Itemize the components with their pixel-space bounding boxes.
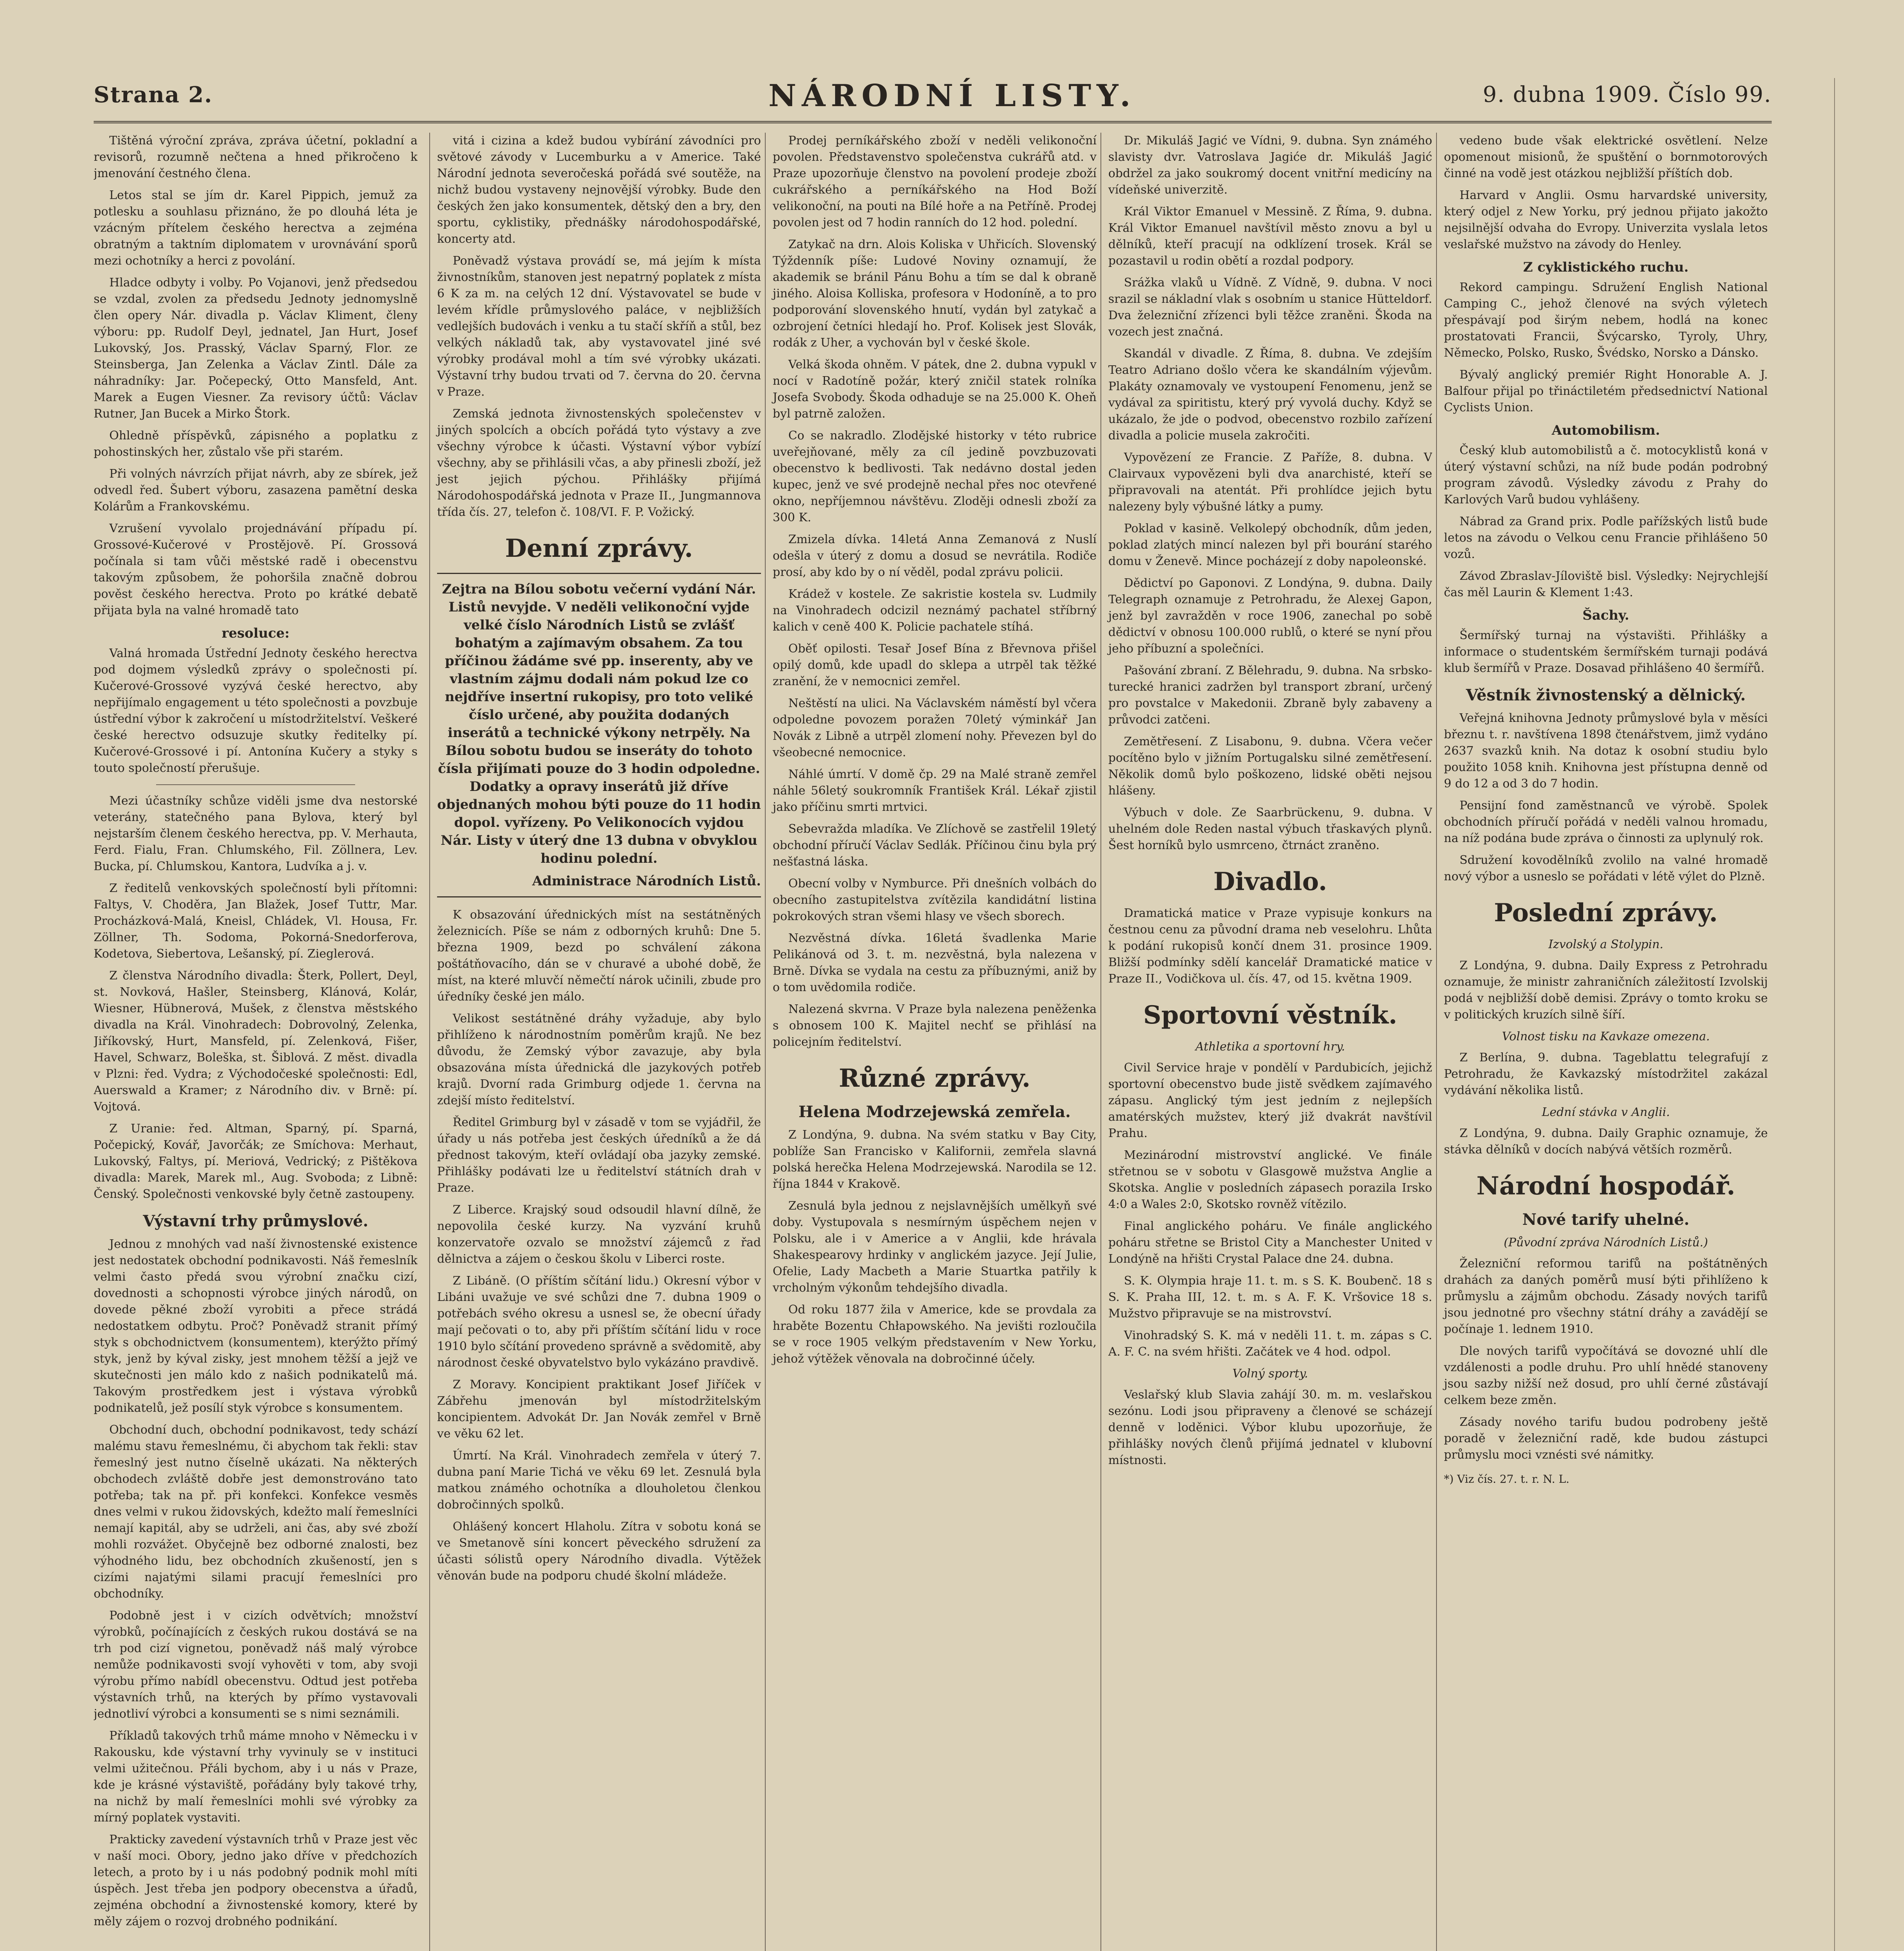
subsection-heading: Lední stávka v Anglii. <box>1541 1105 1670 1119</box>
column-1 <box>94 133 418 1951</box>
paragraph: vitá i cizina a kdež budou vybírání závodníci pro světové závody v Lucemburku a v Americe. Také Národní jednota severočeská pořádá své soutěže, na nichž budou vystaveny nejnovější výrobky. Bude den českých žen jako konsumentek, dětský den a bry, den sportu, cyklistiky, přednášky národohospodářské, koncerty atd. <box>437 134 761 246</box>
paragraph: Z Moravy. Koncipient praktikant Josef Jiříček v Zábřehu jmenován byl místodržitelským koncipientem. Advokát Dr. Jan Novák zemřel v Brně ve věku 62 let. <box>437 1378 761 1441</box>
page-header <box>94 78 1772 123</box>
paragraph: Vypovězení ze Francie. Z Paříže, 8. dubna. V Clairvaux vypovězeni byli dva anarchisté, kteří se připravovali na atentát. Při prohlídce jejich bytu nalezeny byly výbušné látky a pumy. <box>1108 451 1432 514</box>
paragraph: Valná hromada Ústřední Jednoty českého herectva pod dojmem výsledků zprávy o společnosti pí. Kučerové-Grossové vyzývá české herectvo, aby nepřijímalo engagement u této společnosti a povzbuje ústřední výbor k zakročení u místodržitelství. Veškeré české herectvo odsuzuje skutky ředitelky pí. Kučerové-Grossové i pí. Antonína Kučery a styky s touto společností přerušuje. <box>94 647 418 775</box>
subsection-heading: Athletika a sportovní hry. <box>1195 1040 1345 1054</box>
paragraph: Jednou z mnohých vad naší živnostenské existence jest nedostatek obchodní podnikavosti. Náš řemeslník velmi často předá svou výrobní značku cizí, dovednosti a schopnosti výrobce jiných národů, on dovede pěkné zboží vyrobiti a přece strádá nedostatkem odbytu. Proč? Poněvadž stranit přímý styk s obchodnictvem (konsumentem), kterýžto přímý styk, jenž by kýval zisky, jest mnohem těžší a jejž ve skutečnosti jen málo kdo z našich podnikatelů má. Takovým prostředkem jest i výstava výrobků podnikatelů, jež posílí styk výrobce s konsumentem. <box>94 1237 418 1415</box>
subsection-heading: Volný sporty. <box>1232 1367 1308 1381</box>
column-5 <box>1436 133 1768 1951</box>
paragraph: Zesnulá byla jednou z nejslavnějších umělkyň své doby. Vystupovala s nesmírným úspěchem nejen v Polsku, ale i v Americe a v Anglii, kde hrávala Shakespearovy hrdinky v anglickém jazyce. Její Julie, Ofelie, Lady Macbeth a Marie Stuartka patřily k vrcholným výkonům tehdejšího divadla. <box>773 1199 1097 1295</box>
issue-date: 9. dubna 1909. Číslo 99. <box>1483 82 1772 107</box>
paragraph: Zemská jednota živnostenských společenstev v jiných spolcích a obcích pořádá tyto výstavy a zve všechny výrobce k účasti. Výstavní výbor vybízí všechny, aby se přihlásili včas, a aby přinesli zboží, jež jest jejich pýchou. Přihlášky přijímá Národohospodářská jednota v Praze II., Jungmannova třída čís. 27, telefon č. 108/VI. F. P. Vožický. <box>437 407 761 519</box>
paragraph: Prakticky zavedení výstavních trhů v Praze jest věc v naší moci. Obory, jedno jako dříve v předchozích letech, a proto by i u nás podobný podnik mohl míti úspěch. Jest třeba jen podpory obecenstva a úřadů, zejména obchodní a živnostenské komory, které by měly zájem o rozvoj drobného podnikání. <box>94 1833 418 1928</box>
paragraph: Zásady nového tarifu budou podrobeny ještě poradě v železniční radě, kde budou zástupci průmyslu moci vznésti své námitky. <box>1444 1415 1768 1462</box>
page-number: Strana 2. <box>94 82 213 108</box>
subsection-heading: Izvolský a Stolypin. <box>1548 938 1664 951</box>
section-heading: Sportovní věstník. <box>1143 1000 1397 1030</box>
subsection-heading: (Původní zpráva Národních Listů.) <box>1504 1236 1708 1249</box>
paragraph: S. K. Olympia hraje 11. t. m. s S. K. Boubenč. 18 s S. K. Praha III, 12. t. m. s A. F. K. Vršovice 18 s. Mužstvo připravuje se na mistrovství. <box>1108 1274 1432 1320</box>
paragraph: Náhlé úmrtí. V domě čp. 29 na Malé straně zemřel náhle 56letý soukromník František Král. Lékař zjistil jako příčinu smrti mrtvici. <box>773 768 1097 814</box>
paragraph: Šermířský turnaj na výstavišti. Přihlášky a informace o studentském šermířském turnaji podává klub šermířů v Praze. Dosavad přihlášeno 40 šermířů. <box>1444 629 1768 675</box>
paragraph: Rekord campingu. Sdružení English National Camping C., jehož členové na svých výletech přespávají pod širým nebem, hodlá na konec prostatovati Francii, Švýcarsko, Tyroly, Uhry, Německo, Polsko, Rusko, Švédsko, Norsko a Dánsko. <box>1444 281 1768 360</box>
article-columns <box>94 133 1772 1951</box>
paragraph: Civil Service hraje v pondělí v Pardubicích, jejichž sportovní obecenstvo bude jistě svědkem zajímavého zápasu. Anglický tým jest jedním z nejlepších amatérských mužstev, který již dvakrát navštívil Prahu. <box>1108 1061 1432 1140</box>
section-heading: Věstník živnostenský a dělnický. <box>1466 686 1746 704</box>
paragraph: Od roku 1877 žila v Americe, kde se provdala za hraběte Bozentu Chłapowského. Na jevišti rozloučila se v roce 1905 velkým představením v New Yorku, jehož výtěžek věnovala na dobročinné účely. <box>773 1303 1097 1366</box>
paragraph: Úmrtí. Na Král. Vinohradech zemřela v úterý 7. dubna paní Marie Tichá ve věku 69 let. Zesnulá byla matkou známého ochotníka a dlouholetou členkou dobročinných spolků. <box>437 1449 761 1512</box>
resolution-heading: resoluce: <box>222 625 290 641</box>
paragraph: Veřejná knihovna Jednoty průmyslové byla v měsíci březnu t. r. navštívena 1898 čtenářstvem, jimž vydáno 2637 svazků knih. Na dotaz k osobní studiu bylo použito 1058 knih. Knihovna jest přístupna denně od 9 do 12 a od 3 do 7 hodin. <box>1444 711 1768 791</box>
paragraph: Hladce odbyty i volby. Po Vojanovi, jenž předsedou se vzdal, zvolen za předsedu Jednoty jednomyslně člen opery Nár. divadla p. Václav Kliment, členy výboru: pp. Rudolf Deyl, jednatel, Jan Hurt, Josef Lukovský, Jos. Prasský, Václav Sparný, Flor. ze Steinsberga, Jan Zelenka a Václav Zintl. Dále za náhradníky: Jar. Počepecký, Otto Mansfeld, Ant. Marek a Eugen Viesner. Za revisory účtů: Václav Rutner, Jan Bucek a Mirko Štork. <box>94 276 418 421</box>
paragraph: Neštěstí na ulici. Na Václavském náměstí byl včera odpoledne povozem poražen 70letý výminkář Jan Novák z Libně a utrpěl zlomení nohy. Převezen byl do všeobecné nemocnice. <box>773 697 1097 759</box>
subsection-heading: Šachy. <box>1582 608 1629 623</box>
paragraph: Tištěná výroční zpráva, zpráva účetní, pokladní a revisorů, rozumně nečtena a hned přikročeno k jmenování čestného člena. <box>94 134 418 180</box>
paragraph: Bývalý anglický premiér Right Honorable A. J. Balfour přijal po třináctiletém předsednictví National Cyclists Union. <box>1444 368 1768 414</box>
paragraph: Z Liberce. Krajský soud odsoudil hlavní dílně, že nepovolila české kurzy. Na vyzvání kruhů konzervatoře ozvalo se množství zájemců z řad dělnictva a zájem o českou školu v Liberci roste. <box>437 1203 761 1266</box>
paragraph: Obchodní duch, obchodní podnikavost, tedy schází malému stavu řemeslnému, či abychom tak řekli: stav řemeslný jest nutno číselně ukázati. Na některých obchodech zvláště dobře jest demonstrováno tato potřeba; tak na př. při konfekci. Konfekce vesměs dnes velmi v rukou židovských, kdežto malí řemeslníci nemají kapitál, aby se udrželi, ani čas, aby své zboží mohli rozvážet. Obyčejně bez odborné znalosti, bez výhodného lidu, bez obchodních zkušeností, jen s cizími najatými silami pracují řemeslníci pro obchodníky. <box>94 1423 418 1601</box>
paragraph: Srážka vlaků u Vídně. Z Vídně, 9. dubna. V noci srazil se nákladní vlak s osobním u stanice Hütteldorf. Dva železniční zřízenci byli těžce zraněni. Škoda na vozech jest značná. <box>1108 276 1432 339</box>
divider <box>156 784 355 785</box>
paragraph: Harvard v Anglii. Osmu harvardské university, který odjel z New Yorku, prý jednou přijato jakožto nejsilnější odvaha do Evropy. Univerzita vyslala letos veslařské mužstvo na závody do Henley. <box>1444 188 1768 251</box>
section-heading: Různé zprávy. <box>839 1064 1031 1093</box>
section-heading: Výstavní trhy průmyslové. <box>143 1212 368 1230</box>
paragraph: Závod Zbraslav-Jíloviště bisl. Výsledky: Nejrychlejší čas měl Laurin & Klement 1:43. <box>1444 569 1768 599</box>
paragraph: Z Londýna, 9. dubna. Daily Express z Petrohradu oznamuje, že ministr zahraničních záležitostí Izvolskij podá v nejbližší době demisi. Zprávy o tomto kroku se v politických kruzích silně šíří. <box>1444 959 1768 1022</box>
paragraph: Ředitel Grimburg byl v zásadě v tom se vyjádřil, že úřady u nás potřeba jest českých úředníků a že dá přednost takovým, kteří ovládají oba jazyky zemské. Přihlášky podávati lze u ředitelství státních drah v Praze. <box>437 1116 761 1195</box>
paragraph: Sebevražda mladíka. Ve Zlíchově se zastřelil 19letý obchodní příručí Václav Sedlák. Příčinou činu byla prý nešťastná láska. <box>773 822 1097 869</box>
paragraph: Letos stal se jím dr. Karel Pippich, jemuž za potlesku a souhlasu přiznáno, že po dlouhá léta je vzácným přítelem českého herectva a zejména obratným a taktním diplomatem v urovnávání sporů mezi ochotníky a herci z povolání. <box>94 188 418 268</box>
paragraph: K obsazování úřednických míst na sestátněných železnicích. Píše se nám z odborných kruhů: Dne 5. března 1909, bezd po schválení zákona poštátňovacího, dán se v churavé a ubohé době, že míst, na které mluvčí němečtí nárok učinili, zbude pro úředníky české jen málo. <box>437 908 761 1004</box>
footnote: *) Viz čís. 27. t. r. N. L. <box>1444 1473 1570 1485</box>
section-heading: Poslední zprávy. <box>1494 898 1718 928</box>
paragraph: Poklad v kasině. Velkolepý obchodník, dům jeden, poklad zlatých mincí nalezen byl při bourání starého domu v Ženevě. Mince pocházejí z doby napoleonské. <box>1108 522 1432 568</box>
paragraph: Z Londýna, 9. dubna. Daily Graphic oznamuje, že stávka dělníků v docích nabývá větších rozměrů. <box>1444 1127 1768 1157</box>
paragraph: Oběť opilosti. Tesař Josef Bína z Břevnova přišel opilý domů, kde upadl do sklepa a utrpěl tak těžké zranění, že v nemocnici zemřel. <box>773 642 1097 688</box>
paragraph: Skandál v divadle. Z Říma, 8. dubna. Ve zdejším Teatro Adriano došlo včera ke skandálním výjevům. Plakáty oznamovaly ve vystoupení Fenomenu, jenž se vydával za spiritistu, který prý vyvolá duchy. Když se ukázalo, že jde o podvod, obecenstvo rozbilo zařízení divadla a policie musela zakročiti. <box>1108 347 1432 442</box>
notice-box <box>437 573 761 897</box>
paragraph: Obecní volby v Nymburce. Při dnešních volbách do obecního zastupitelstva zvítězila kandidátní listina pokrokových stran všemi hlasy ve všech sborech. <box>773 877 1097 923</box>
masthead-title: NÁRODNÍ LISTY. <box>768 78 1136 114</box>
column-4 <box>1100 133 1432 1951</box>
paragraph: Ohledně příspěvků, zápisného a poplatku z pohostinských her, zůstalo vše při starém. <box>94 429 418 459</box>
paragraph: Dědictví po Gaponovi. Z Londýna, 9. dubna. Daily Telegraph oznamuje z Petrohradu, že Alexej Gapon, jenž byl zavražděn v roce 1906, zanechal po sobě dědictví v obnosu 100.000 rublů, o které se nyní přou jeho příbuzní a společníci. <box>1108 576 1432 656</box>
paragraph: Z Londýna, 9. dubna. Na svém statku v Bay City, poblíže San Francisko v Kalifornii, zemřela slavná polská herečka Helena Modrzejewská. Narodila se 12. října 1844 v Krakově. <box>773 1128 1097 1191</box>
paragraph: Poněvadž výstava provádí se, má jejím k místa živnostníkům, stanoven jest nepatrný poplatek z místa 6 K za m. na celých 12 dní. Výstavovatel se bude v levém křídle průmyslového paláce, v nejbližších vedlejších budovách i venku a tu stačí skříň a stůl, bez velkých nákladů tak, aby vystavovatel jiné své výrobky prodával mohl a tím své výrobky ukázati. Výstavní trhy budou trvati od 7. června do 20. června v Praze. <box>437 254 761 399</box>
paragraph: Nábrad za Grand prix. Podle pařížských listů bude letos na závodu o Velkou cenu Francie přihlášeno 50 vozů. <box>1444 515 1768 561</box>
paragraph: Dle nových tarifů vypočítává se dovozné uhlí dle vzdálenosti a podle druhu. Pro uhlí hnědé stanoveny jsou sazby nižší než dosud, pro uhlí černé zůstávají celkem beze změn. <box>1444 1344 1768 1407</box>
section-heading: Divadlo. <box>1213 867 1327 896</box>
paragraph: Nezvěstná dívka. 16letá švadlenka Marie Pelikánová od 3. t. m. nezvěstná, byla nalezena v Brně. Dívka se vydala na cestu za příbuznými, aniž by o tom uvědomila rodiče. <box>773 931 1097 994</box>
article-heading: Helena Modrzejewská zemřela. <box>798 1103 1071 1121</box>
paragraph: Při volných návrzích přijat návrh, aby ze sbírek, jež odvedl řed. Šubert výboru, zasazena pamětní deska Kolárům a Frankovskému. <box>94 467 418 514</box>
paragraph: Z ředitelů venkovských společností byli přítomni: Faltys, V. Choděra, Jan Blažek, Josef Tuttr, Mar. Procházková-Malá, Kneisl, Chládek, Vl. Housa, Fr. Zöllner, Th. Sodoma, Pokorná-Snedorferova, Kodetova, Siebertova, Lešanský, pí. Zieglerová. <box>94 881 418 961</box>
paragraph: Z Uranie: řed. Altman, Sparný, pí. Sparná, Počepický, Kovář, Javorčák; ze Smíchova: Merhaut, Lukovský, Faltys, pí. Meriová, Vedrický; z Pištěkova divadla: Marek, Marek ml., Aug. Svoboda; z Libně: Čenský. Společnosti venkovské byly četně zastoupeny. <box>94 1122 418 1201</box>
paragraph: Velká škoda ohněm. V pátek, dne 2. dubna vypukl v nocí v Radotíně požár, který zničil statek rolníka Josefa Svobody. Škoda odhaduje se na 25.000 K. Oheň byl patrně založen. <box>773 358 1097 421</box>
paragraph: Výbuch v dole. Ze Saarbrückenu, 9. dubna. V uhelném dole Reden nastal výbuch třaskavých plynů. Šest horníků bylo usmrceno, čtrnáct zraněno. <box>1108 806 1432 852</box>
paragraph: Král Viktor Emanuel v Messině. Z Říma, 9. dubna. Král Viktor Emanuel navštívil město znovu a byl u dělníků, kteří pracují na odklízení trosek. Král se pozastavil u rodin obětí a rozdal podpory. <box>1108 205 1432 268</box>
paragraph: Zmizela dívka. 14letá Anna Zemanová z Nuslí odešla v úterý z domu a dosud se nevrátila. Rodiče prosí, aby kdo by o ní věděl, podal zprávu policii. <box>773 533 1097 579</box>
paragraph: Dramatická matice v Praze vypisuje konkurs na čestnou cenu za původní drama neb veselohru. Lhůta k podání rukopisů končí dnem 31. prosince 1909. Bližší podmínky sdělí kancelář Dramatické matice v Praze II., Vodičkova ul. čís. 47, od 15. května 1909. <box>1108 906 1432 986</box>
paragraph: Veslařský klub Slavia zahájí 30. m. m. veslařskou sezónu. Lodi jsou připraveny a členové se scházejí denně v loděnici. Výbor klubu upozorňuje, že přihlášky nových členů přijímá jednatel v klubovní místnosti. <box>1108 1388 1432 1467</box>
notice-text: Zejtra na Bílou sobotu večerní vydání Nár. Listů nevyjde. V neděli velikonoční vyjde velké číslo Národních Listů se zvlášť bohatým a zajímavým obsahem. Za tou příčinou žádáme své pp. inserenty, aby ve vlastním zájmu dodali nám pokud lze co nejdříve insertní rukopisy, pro toto veliké číslo určené, aby použita dodaných inserátů a technické výkony netrpěly. Na Bílou sobotu budou se inseráty do tohoto čísla přijímati pouze do 3 hodin odpoledne. Dodatky a opravy inserátů již dříve objednaných mohou býti pouze do 11 hodin dopol. vyřízeny. Po Velikonocích vyjdou Nár. Listy v úterý dne 13 dubna v obvyklou hodinu polední. <box>437 581 761 866</box>
paragraph: Český klub automobilistů a č. motocyklistů koná v úterý výstavní schůzi, na níž bude podán podrobný program závodů. Výsledky závodu z Prahy do Karlových Varů budou vyhlášeny. <box>1444 444 1768 506</box>
paragraph: Příkladů takových trhů máme mnoho v Německu i v Rakousku, kde výstavní trhy vyvinuly se v instituci velmi užitečnou. Přáli bychom, aby i u nás v Praze, kde je krásné výstaviště, pořádány byly takové trhy, na nichž by malí řemeslníci mohli své výrobky za mírný poplatek vystaviti. <box>94 1729 418 1825</box>
page-edge <box>1834 78 1851 1951</box>
paragraph: Prodej perníkářského zboží v neděli velikonoční povolen. Představenstvo společenstva cukrářů atd. v Praze upozorňuje členstvo na povolení prodeje zboží cukrářského a perníkářského na Hod Boží velikonoční, na pouti na Bílé hoře a na Petříně. Prodej povolen jest od 7 hodin ranních do 12 hod. polední. <box>773 134 1097 229</box>
paragraph: vedeno bude však elektrické osvětlení. Nelze opomenout misionů, že spuštění o bornmotorových činné na vodě jest otázkou nejbližší příštích dob. <box>1444 134 1768 180</box>
paragraph: Final anglického poháru. Ve finále anglického poháru střetne se Bristol City a Manchester United v Londýně na hřišti Crystal Palace dne 24. dubna. <box>1108 1219 1432 1266</box>
paragraph: Co se nakradlo. Zlodějské historky v této rubrice uveřejňované, měly za cíl jedině povzbuzovati obecenstvo k bedlivosti. Tak nedávno dostal jeden kupec, jenž ve své prodejně nechal přes noc otevřené okno, nepříjemnou návštěvu. Zloději odnesli zboží za 300 K. <box>773 429 1097 524</box>
paragraph: Dr. Mikuláš Jagić ve Vídni, 9. dubna. Syn známého slavisty dvr. Vatroslava Jagiće dr. Mikuláš Jagić obdržel za jako soukromý docent vnitřní medicíny na vídeňské univerzitě. <box>1108 134 1432 197</box>
section-heading: Národní hospodář. <box>1476 1171 1735 1201</box>
column-3 <box>765 133 1097 1951</box>
paragraph: Zatykač na drn. Alois Koliska v Uhřicích. Slovenský Týždenník píše: Ludové Noviny oznamují, že akademik se bránil Pánu Bohu a tím se dal k obraně jiného. Aloisa Kolliska, profesora v Hodoníně, a to pro podporování slovenského hnutí, vydán byl zatykač a ozbrojení četníci hledají ho. Prof. Kolisek jest Slovák, rodák z Uher, a vychován byl v české škole. <box>773 238 1097 350</box>
paragraph: Z Berlína, 9. dubna. Tageblattu telegrafují z Petrohradu, že Kavkazský místodržitel zakázal vydávání několika listů. <box>1444 1051 1768 1097</box>
paragraph: Z členstva Národního divadla: Šterk, Pollert, Deyl, st. Novková, Hašler, Steinsberg, Klánová, Kolár, Wiesner, Hübnerová, Mušek, z členstva městského divadla na Král. Vinohradech: Dobrovolný, Zelenka, Jiříkovský, Hurt, Mansfeld, pí. Zelenková, Fišer, Havel, Schwarz, Boleška, st. Šiblová. Z měst. divadla v Plzni: řed. Vydra; z Východočeské společnosti: Edl, Auerswald a Kramer; z Národního div. v Brně: pí. Vojtová. <box>94 969 418 1114</box>
article-heading: Nové tarify uhelné. <box>1522 1210 1690 1229</box>
paragraph: Mezinárodní mistrovství anglické. Ve finále střetnou se v sobotu v Glasgowě mužstva Anglie a Skotska. Anglie v posledních zápasech porazila Irsko 4:0 a Wales 2:0, Skotsko rovněž vítězilo. <box>1108 1148 1432 1211</box>
paragraph: Pensijní fond zaměstnanců ve výrobě. Spolek obchodních příručí pořádá v neděli valnou hromadu, na níž podána bude zpráva o činnosti za uplynulý rok. <box>1444 799 1768 845</box>
paragraph: Krádež v kostele. Ze sakristie kostela sv. Ludmily na Vinohradech odcizil neznámý pachatel stříbrný kalich v ceně 400 K. Policie pachatele stíhá. <box>773 587 1097 634</box>
paragraph: Ohlášený koncert Hlaholu. Zítra v sobotu koná se ve Smetanově síni koncert pěveckého sdružení za účasti sólistů opery Národního divadla. Výtěžek věnován bude na podporu chudé školní mládeže. <box>437 1520 761 1583</box>
column-2 <box>429 133 761 1951</box>
paragraph: Železniční reformou tarifů na poštátněných drahách za daných poměrů musí býti přihlíženo k průmyslu a zájmům obchodu. Zásady nových tarifů jsou jednotné pro všechny státní dráhy a zavádějí se počínaje 1. lednem 1910. <box>1444 1257 1768 1336</box>
subsection-heading: Z cyklistického ruchu. <box>1523 259 1689 275</box>
paragraph: Zemětřesení. Z Lisabonu, 9. dubna. Včera večer pocítěno bylo v jižním Portugalsku silné zemětřesení. Několik domů bylo poškozeno, lidské oběti nejsou hlášeny. <box>1108 735 1432 798</box>
paragraph: Velikost sestátněné dráhy vyžaduje, aby bylo přihlíženo k národnostním poměrům krajů. Ne bez důvodu, že Zemský výbor zavazuje, aby byla obsazována místa úřednická dle jazykových potřeb krajů. Dvorní rada Grimburg odjede 1. června na zdejší místo ředitelství. <box>437 1012 761 1107</box>
paragraph: Mezi účastníky schůze viděli jsme dva nestorské veterány, statečného pana Bylova, který byl nejstarším členem českého herectva, pp. V. Merhauta, Ferd. Fialu, Fran. Chlumského, Fil. Zöllnera, Lev. Bucka, pí. Chlumskou, Kantora, Ludvíka a j. v. <box>94 794 418 873</box>
paragraph: Podobně jest i v cizích odvětvích; množství výrobků, počínajících z českých rukou dostává se na trh pod cizí vignetou, poněvadž náš malý výrobce nemůže podnikavosti svojí vyhověti v tom, aby svoji výrobu přímo nabídl obecenstvu. Odtud jest potřeba výstavních trhů, na kterých by přímo vystavovali jednotliví výrobci a konsumenti se s nimi seznámili. <box>94 1609 418 1721</box>
paragraph: Pašování zbraní. Z Bělehradu, 9. dubna. Na srbsko-turecké hranici zadržen byl transport zbraní, určený pro povstalce v Makedonii. Zbraně byly zabaveny a průvodci zatčeni. <box>1108 664 1432 727</box>
section-heading: Denní zprávy. <box>505 534 693 563</box>
paragraph: Sdružení kovodělníků zvolilo na valné hromadě nový výbor a usneslo se pořádati v létě výlet do Plzně. <box>1444 853 1768 883</box>
subsection-heading: Automobilism. <box>1552 423 1660 438</box>
paragraph: Vinohradský S. K. má v neděli 11. t. m. zápas s C. A. F. C. na svém hřišti. Začátek ve 4 hod. odpol. <box>1108 1329 1432 1359</box>
subsection-heading: Volnost tisku na Kavkaze omezena. <box>1502 1030 1710 1043</box>
paragraph: Z Libáně. (O příštím sčítání lidu.) Okresní výbor v Libáni uvažuje ve své schůzi dne 7. dubna 1909 o potřebách svého okresu a usnesl se, že obecní úřady mají pečovati o to, aby při příštím sčítání lidu v roce 1910 bylo sčítání provedeno správně a svědomitě, aby národnost české obyvatelstvo bylo vykázáno pravdivě. <box>437 1274 761 1370</box>
paragraph: Vzrušení vyvolalo projednávání případu pí. Grossové-Kučerové v Prostějově. Pí. Grossová počínala si tam vůči městské radě i obecenstvu takovým způsobem, že pohoršila značně dobrou pověst českého herectva. Proto po krátké debatě přijata byla na valné hromadě tato <box>94 522 418 617</box>
notice-signature: Administrace Národních Listů. <box>532 873 761 889</box>
paragraph: Nalezená skvrna. V Praze byla nalezena peněženka s obnosem 100 K. Majitel nechť se přihlásí na policejním ředitelství. <box>773 1002 1097 1049</box>
